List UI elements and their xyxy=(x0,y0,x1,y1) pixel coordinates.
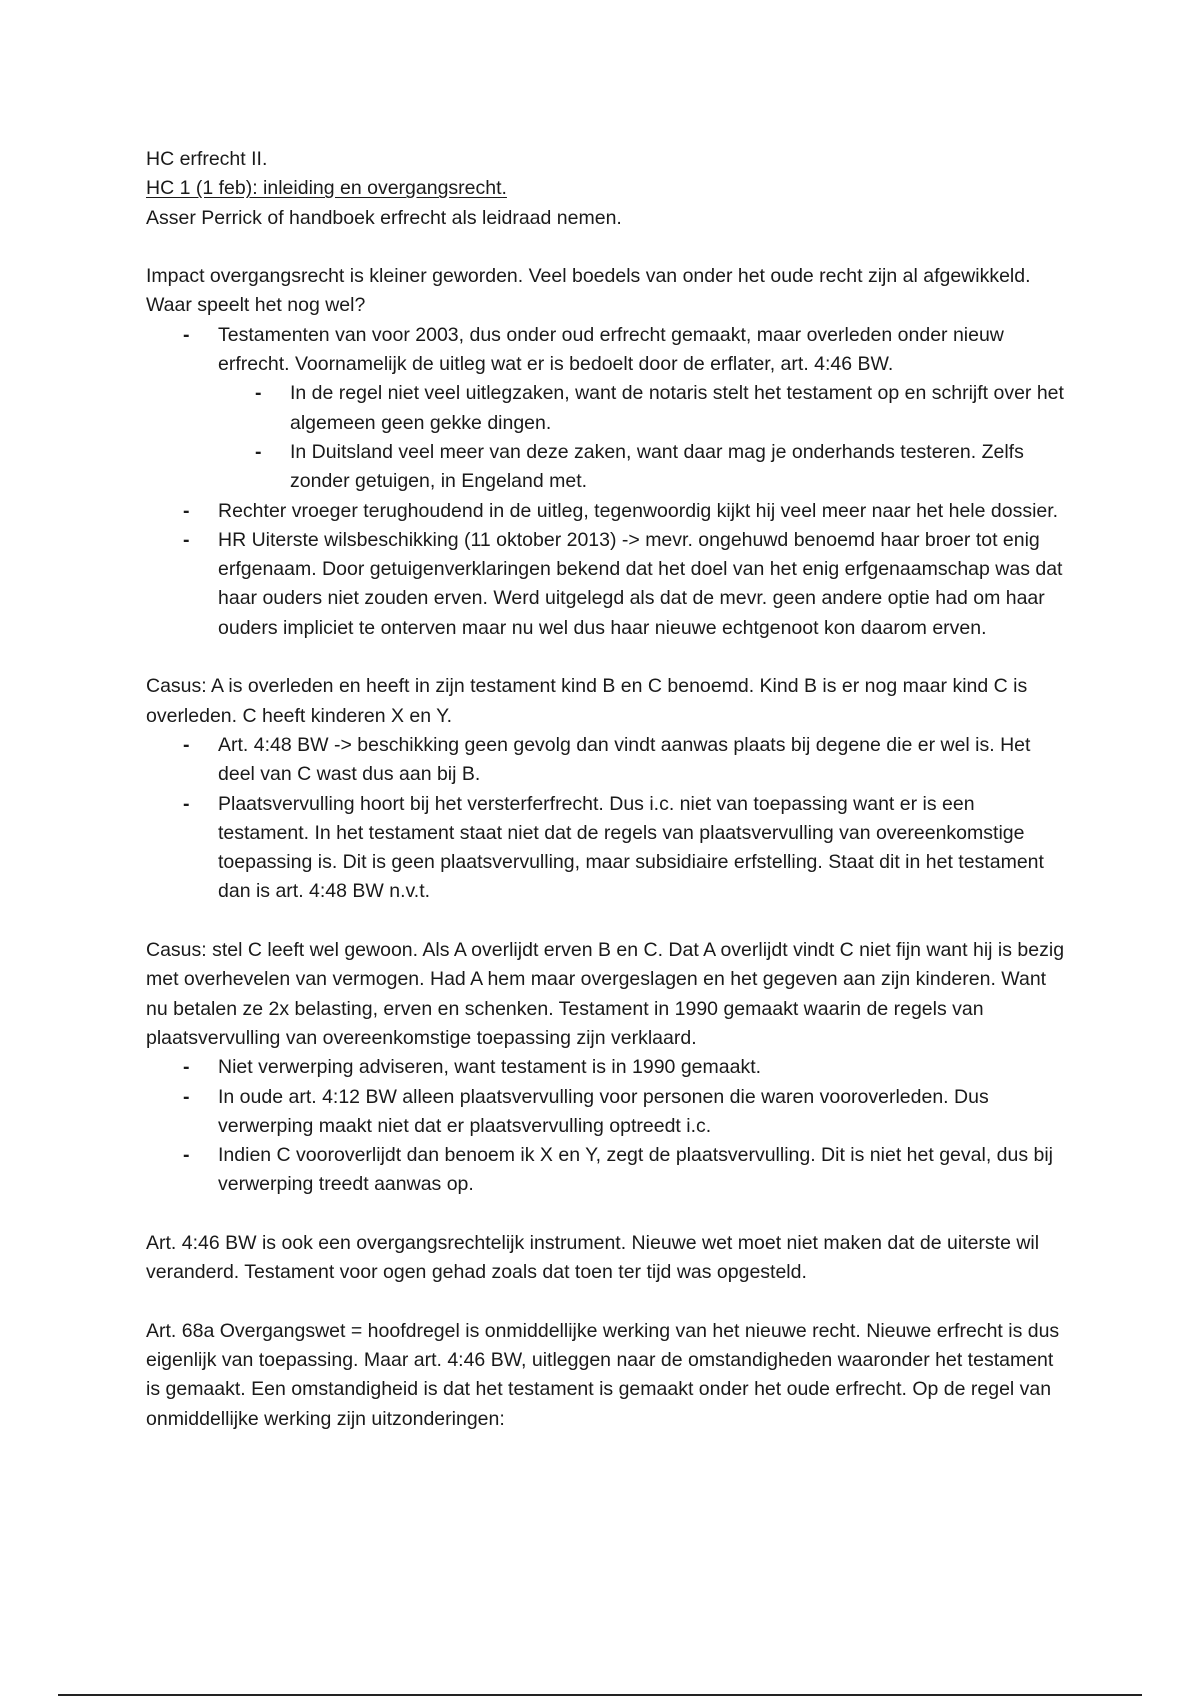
list-item xyxy=(146,731,1066,790)
bullet-dash: - xyxy=(255,440,262,463)
document-title: HC erfrecht II. xyxy=(146,148,268,170)
sublist-item xyxy=(218,438,1066,497)
bullet-dash: - xyxy=(183,792,190,815)
document-page xyxy=(146,145,1066,1434)
casus2-intro: Casus: stel C leeft wel gewoon. Als A overlijdt erven B en C. Dat A overlijdt vindt C niet fijn want hij is bezig met overhevelen van vermogen. Had A hem maar overgeslagen en het gegeven aan zijn kinderen. Want nu betalen ze 2x belasting, erven en schenken. Testament in 1990 gemaakt waarin de regels van plaatsvervulling van overeenkomstige toepassing zijn verklaard. xyxy=(146,939,1065,1049)
list-item-text: Indien C vooroverlijdt dan benoem ik X en Y, zegt de plaatsvervulling. Dit is niet het geval, dus bij verwerping treedt aanwas op. xyxy=(218,1144,1054,1196)
list-item-text: Rechter vroeger terughoudend in de uitleg, tegenwoordig kijkt hij veel meer naar het hele dossier. xyxy=(218,499,1059,522)
paragraph-gap xyxy=(146,907,1066,936)
list-item xyxy=(146,1141,1066,1200)
list-item xyxy=(146,790,1066,907)
list-item-text: Plaatsvervulling hoort bij het versterferfrecht. Dus i.c. niet van toepassing want er is een testament. In het testament staat niet dat de regels van plaatsvervulling van overeenkomstige toepassing is. Dit is geen plaatsvervulling, maar subsidiaire erfstelling. Staat dit in het testament dan is art. 4:48 BW n.v.t. xyxy=(218,792,1044,903)
list-item-text: In oude art. 4:12 BW alleen plaatsvervulling voor personen die waren vooroverleden. Dus verwerping maakt niet dat er plaatsvervulling optreedt i.c. xyxy=(218,1085,989,1137)
list-item-text: Testamenten van voor 2003, dus onder oud erfrecht gemaakt, maar overleden onder nieuw erfrecht. Voornamelijk de uitleg wat er is bedoelt door de erflater, art. 4:46 BW. xyxy=(218,323,1004,376)
paragraph-art-68a: Art. 68a Overgangswet = hoofdregel is onmiddellijke werking van het nieuwe recht. Nieuwe erfrecht is dus eigenlijk van toepassing. Maar art. 4:46 BW, uitleggen naar de omstandigheden waaronder het testament is gemaakt. Een omstandigheid is dat het testament is gemaakt onder het oude erfrecht. Op de regel van onmiddellijke werking zijn uitzonderingen: xyxy=(146,1319,1060,1430)
paragraph-art-446: Art. 4:46 BW is ook een overgangsrechtelijk instrument. Nieuwe wet moet niet maken dat de uiterste wil veranderd. Testament voor ogen gehad zoals dat toen ter tijd was opgesteld. xyxy=(146,1231,1040,1284)
list-item-text: Niet verwerping adviseren, want testament is in 1990 gemaakt. xyxy=(218,1056,762,1079)
section1-list xyxy=(146,321,1066,643)
list-item xyxy=(146,1083,1066,1142)
lecture-heading: HC 1 (1 feb): inleiding en overgangsrecht. xyxy=(146,177,507,200)
sublist-item-text: In de regel niet veel uitlegzaken, want de notaris stelt het testament op en schrijft over het algemeen geen gekke dingen. xyxy=(290,382,1064,434)
casus2-list xyxy=(146,1053,1066,1199)
casus1-list xyxy=(146,731,1066,907)
section1-intro: Impact overgangsrecht is kleiner geworden. Veel boedels van onder het oude recht zijn al afgewikkeld. Waar speelt het nog wel? xyxy=(146,265,1031,317)
paragraph-gap xyxy=(146,1200,1066,1229)
footer-divider xyxy=(58,1694,1142,1696)
casus1-intro: Casus: A is overleden en heeft in zijn testament kind B en C benoemd. Kind B is er nog maar kind C is overleden. C heeft kinderen X en Y. xyxy=(146,675,1028,727)
list-item-text: HR Uiterste wilsbeschikking (11 oktober 2013) -> mevr. ongehuwd benoemd haar broer tot enig erfgenaam. Door getuigenverklaringen bekend dat het doel van het enig erfgenaamschap was dat haar ouders niet zouden erven. Werd uitgelegd als dat de mevr. geen andere optie had om haar ouders impliciet te onterven maar nu wel dus haar nieuwe echtgenoot kon daarom erven. xyxy=(218,528,1063,639)
bullet-dash: - xyxy=(183,1056,190,1079)
bullet-dash: - xyxy=(183,323,190,346)
bullet-dash: - xyxy=(183,733,190,756)
sources-note: Asser Perrick of handboek erfrecht als leidraad nemen. xyxy=(146,206,622,229)
list-item xyxy=(146,497,1066,526)
paragraph-gap xyxy=(146,643,1066,672)
bullet-dash: - xyxy=(255,382,262,405)
bullet-dash: - xyxy=(183,528,190,551)
bullet-dash: - xyxy=(183,499,190,522)
list-item xyxy=(146,526,1066,643)
bullet-dash: - xyxy=(183,1085,190,1108)
sublist-item xyxy=(218,379,1066,438)
bullet-dash: - xyxy=(183,1144,190,1167)
list-item-text: Art. 4:48 BW -> beschikking geen gevolg dan vindt aanwas plaats bij degene die er wel is. Het deel van C wast dus aan bij B. xyxy=(218,733,1031,786)
list-item xyxy=(146,1053,1066,1082)
sublist-item-text: In Duitsland veel meer van deze zaken, want daar mag je onderhands testeren. Zelfs zonder getuigen, in Engeland met. xyxy=(290,440,1024,493)
list-item xyxy=(146,321,1066,497)
sublist xyxy=(218,379,1066,496)
